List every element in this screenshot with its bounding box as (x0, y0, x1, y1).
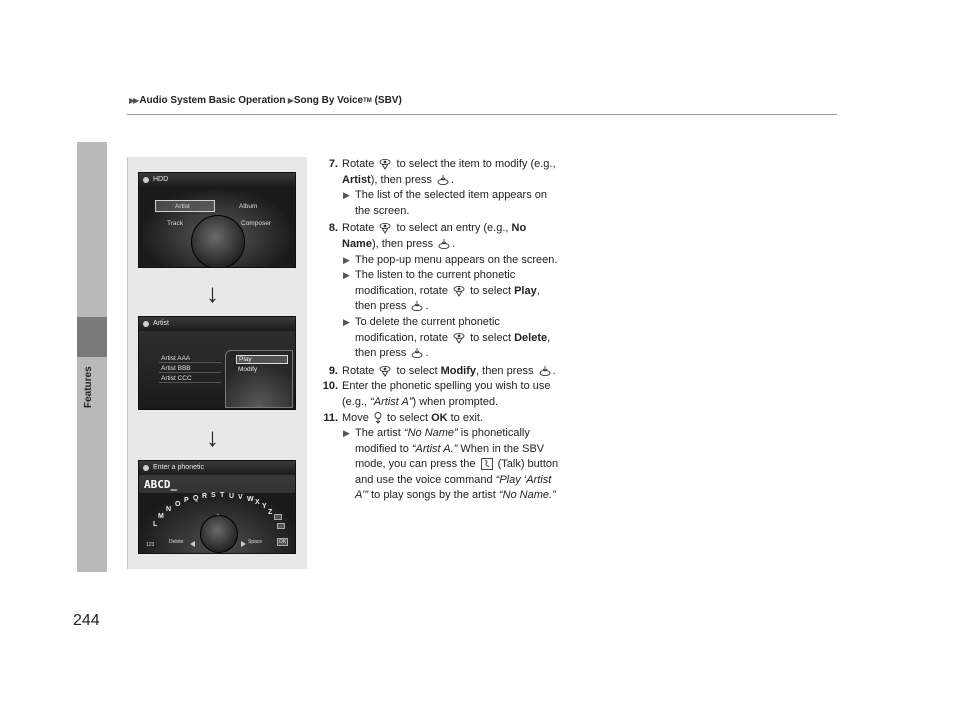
result-text: to select (470, 284, 512, 297)
character-wheel (139, 493, 296, 553)
result-text: . (425, 300, 429, 313)
screen-title: HDD (153, 176, 169, 183)
side-tab-label: Features (83, 366, 94, 408)
menu-item-artist[interactable]: Artist (175, 203, 190, 210)
result-arrow-icon: ▶ (343, 254, 350, 265)
dial-knob-icon (200, 515, 238, 553)
screen-title: Enter a phonetic (153, 464, 204, 471)
letter-key[interactable]: V (238, 494, 243, 501)
side-tab (77, 142, 107, 572)
step-text: Rotate (342, 364, 375, 377)
step-11-result (342, 426, 560, 504)
step-text: to exit. (450, 411, 484, 424)
interface-dial-rotate-icon (379, 158, 391, 170)
step-8-note-delete (342, 315, 560, 362)
result-text: , then press (355, 331, 551, 360)
result-text: To delete the current phonetic modification, rotate (355, 315, 500, 344)
step-text: to select the item to modify (e.g., (396, 158, 556, 170)
breadcrumb (127, 95, 402, 106)
screen-header (139, 317, 295, 331)
header-dot-icon (143, 321, 149, 327)
popup-menu (225, 350, 293, 408)
letter-key[interactable]: W (247, 496, 254, 503)
step-keyword: OK (431, 411, 448, 424)
letter-key[interactable]: O (175, 501, 181, 508)
hdd-menu-screen (138, 172, 296, 268)
step-keyword: Artist (342, 173, 371, 186)
breadcrumb-level2-suffix[interactable]: (SBV) (374, 95, 402, 106)
popup-item-modify[interactable]: Modify (238, 366, 258, 373)
step-10 (310, 379, 560, 410)
interface-dial-rotate-icon (379, 222, 391, 234)
step-example: “Play ‘Artist A’” (355, 473, 552, 502)
step-text: Move (342, 411, 369, 424)
step-number: 11. (323, 411, 338, 424)
step-text: Enter the phonetic spelling you wish to use (e.g., (342, 380, 551, 408)
talk-button-icon (481, 458, 493, 470)
result-text: . (425, 347, 429, 360)
letter-key[interactable]: Y (262, 503, 267, 510)
breadcrumb-arrow-icon: ▶ (287, 96, 292, 105)
interface-dial-press-icon (539, 365, 551, 377)
result-text: The list of the selected item appears on the screen. (355, 189, 547, 217)
list-item[interactable]: Artist CCC (159, 375, 221, 383)
step-text: . (450, 173, 454, 186)
interface-dial-press-icon (411, 347, 423, 359)
letter-key[interactable]: T (220, 492, 225, 499)
step-keyword: Delete (514, 331, 548, 344)
result-text: is phonetically modified to (355, 427, 530, 455)
delete-key[interactable]: Delete (169, 539, 184, 545)
side-tab-marker (77, 317, 107, 357)
letter-key[interactable]: S (211, 492, 216, 499)
header-dot-icon (143, 177, 149, 183)
step-text: , then press (476, 364, 534, 377)
result-text: to select (470, 331, 512, 344)
artist-list-screen (138, 316, 296, 410)
step-text: Rotate (342, 158, 375, 170)
header-dot-icon (143, 465, 149, 471)
page-number: 244 (73, 612, 100, 629)
instruction-steps (310, 157, 560, 504)
step-example: “Artist A” (370, 395, 413, 408)
step-8 (310, 221, 560, 361)
right-arrow-icon (241, 541, 246, 547)
step-number: 8. (328, 222, 338, 235)
screen-header (139, 461, 295, 475)
step-8-result (342, 253, 560, 269)
step-number: 9. (328, 364, 338, 377)
result-arrow-icon: ▶ (343, 190, 350, 201)
screen-header (139, 173, 295, 187)
step-example: “No Name” (403, 427, 458, 440)
step-text: . (552, 364, 556, 377)
result-arrow-icon: ▶ (343, 316, 350, 327)
interface-dial-rotate-icon (379, 365, 391, 377)
number-mode-key[interactable]: 123 (146, 542, 155, 548)
step-number: 10. (322, 380, 338, 393)
breadcrumb-arrow-icon: ▶▶ (129, 96, 138, 105)
result-text: to play songs by the artist (371, 489, 496, 502)
step-text: to select (396, 364, 438, 377)
step-text: ) when prompted. (412, 395, 499, 408)
interface-dial-press-icon (438, 238, 450, 250)
step-text: ), then press (370, 173, 432, 186)
letter-key[interactable]: P (184, 497, 189, 504)
result-arrow-icon: ▶ (343, 270, 350, 281)
dial-knob-icon (191, 215, 245, 268)
screen-title: Artist (153, 320, 169, 327)
result-arrow-icon: ▶ (343, 428, 350, 439)
step-example: “No Name.” (498, 489, 556, 502)
result-text: (Talk) button and use the voice command (355, 458, 559, 486)
space-key[interactable]: Space (248, 539, 263, 545)
letter-key[interactable]: Q (193, 495, 199, 502)
step-keyword: Play (514, 284, 537, 297)
left-arrow-icon (190, 541, 195, 547)
screen-body (139, 331, 295, 409)
step-11 (310, 411, 560, 505)
step-example: “Artist A.” (411, 442, 458, 455)
interface-dial-move-icon (374, 412, 382, 424)
step-number: 7. (328, 158, 338, 170)
result-text: The artist (355, 427, 401, 440)
step-text: ), then press (371, 237, 434, 250)
letter-key[interactable]: M (158, 513, 164, 520)
menu-item-composer[interactable]: Composer (241, 220, 271, 227)
screen-body (139, 475, 295, 553)
letter-key[interactable]: L (153, 521, 158, 528)
phonetic-entry-field[interactable]: ABCD_ (144, 478, 178, 491)
step-9 (310, 364, 560, 380)
letter-key[interactable]: U (229, 493, 235, 500)
letter-key[interactable]: Z (268, 509, 273, 516)
ok-key[interactable]: OK (279, 539, 287, 545)
interface-dial-rotate-icon (453, 285, 465, 297)
list-item[interactable]: Artist BBB (159, 365, 221, 373)
step-8-note-play (342, 268, 560, 315)
header-rule (127, 114, 837, 115)
step-7 (310, 157, 560, 219)
down-arrow-icon: ↓ (206, 278, 219, 308)
letter-key[interactable]: N (166, 506, 172, 513)
step-text: . (452, 237, 456, 250)
down-arrow-icon: ↓ (206, 422, 219, 452)
trademark-mark: TM (363, 97, 372, 104)
interface-dial-press-icon (411, 300, 423, 312)
result-text: The pop-up menu appears on the screen. (355, 253, 558, 266)
letter-key[interactable]: R (202, 493, 208, 500)
interface-dial-press-icon (437, 174, 449, 186)
step-text: Rotate (342, 222, 375, 235)
result-text: When in the SBV mode, you can press the (355, 442, 545, 471)
step-7-result (342, 188, 560, 219)
step-text: to select (387, 411, 428, 424)
step-text: to select an entry (e.g., (396, 222, 509, 235)
list-item[interactable]: Artist AAA (159, 355, 221, 363)
popup-item-play[interactable]: Play (236, 355, 288, 364)
screen-body (139, 187, 295, 267)
breadcrumb-level2[interactable]: Song By Voice (293, 95, 364, 106)
step-keyword: Modify (440, 364, 477, 377)
interface-dial-rotate-icon (453, 332, 465, 344)
symbol-key-icon[interactable] (277, 523, 285, 529)
symbol-key-icon[interactable] (274, 514, 282, 520)
menu-item-album[interactable]: Album (239, 203, 258, 210)
menu-item-track[interactable]: Track (167, 220, 184, 227)
step-keyword: No Name (342, 222, 527, 250)
result-text: , then press (355, 284, 540, 313)
result-text: The listen to the current phonetic modification, rotate (355, 269, 516, 297)
phonetic-entry-screen (138, 460, 296, 554)
letter-key[interactable]: X (255, 499, 260, 506)
breadcrumb-level1[interactable]: Audio System Basic Operation (139, 95, 286, 106)
